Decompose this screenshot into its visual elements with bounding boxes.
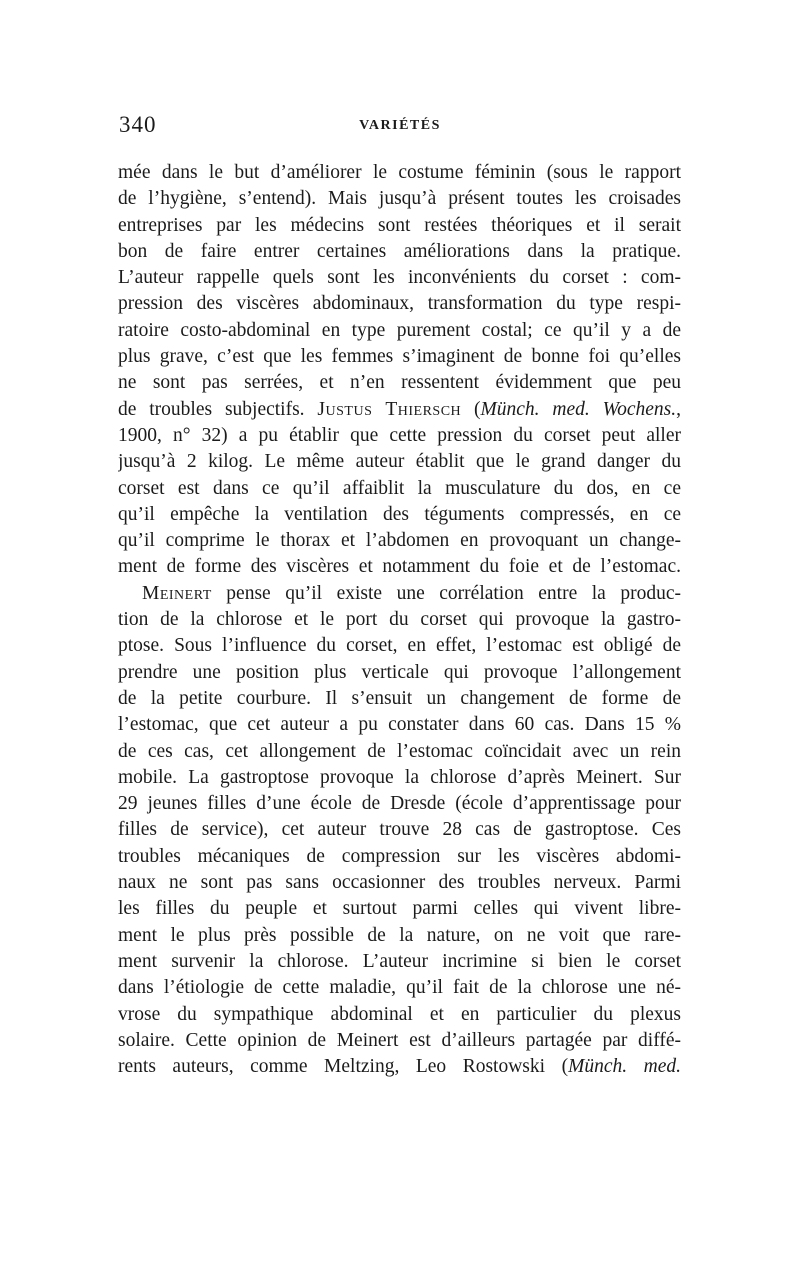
text-segment: ment survenir la chlorose. L’auteur incrimine si bien le corset xyxy=(118,950,681,972)
text-segment: tion de la chlorose et le port du corset qui provoque la gastro- xyxy=(118,609,681,631)
author-name: Meinert xyxy=(142,582,212,604)
text-line xyxy=(118,817,681,843)
text-line xyxy=(118,975,681,1001)
text-segment: entreprises par les médecins sont restées théoriques et il serait xyxy=(118,214,681,236)
text-segment: dans l’étiologie de cette maladie, qu’il fait de la chlorose une né- xyxy=(118,977,681,999)
text-line xyxy=(118,896,681,922)
text-line xyxy=(118,686,681,712)
text-line xyxy=(118,502,681,528)
text-line xyxy=(118,660,681,686)
text-segment: ( xyxy=(461,398,481,420)
text-segment: ne sont pas serrées, et n’en ressentent évidemment que peu xyxy=(118,372,681,394)
text-line xyxy=(118,870,681,896)
page-header xyxy=(119,112,681,142)
text-segment: ment le plus près possible de la nature, on ne voit que rare- xyxy=(118,924,681,946)
text-line xyxy=(118,1002,681,1028)
page-number: 340 xyxy=(119,112,157,137)
text-segment: filles de service), cet auteur trouve 28 cas de gastroptose. Ces xyxy=(118,819,681,841)
text-segment: pression des viscères abdominaux, transformation du type respi- xyxy=(118,293,681,315)
text-line xyxy=(118,265,681,291)
text-line xyxy=(118,344,681,370)
text-line xyxy=(118,213,681,239)
author-name: Justus Thiersch xyxy=(317,398,462,420)
text-line xyxy=(118,370,681,396)
text-segment: ptose. Sous l’influence du corset, en effet, l’estomac est obligé de xyxy=(118,635,681,657)
text-segment: mobile. La gastroptose provoque la chlorose d’après Meinert. Sur xyxy=(118,766,681,788)
text-line xyxy=(118,291,681,317)
text-line xyxy=(118,318,681,344)
text-line xyxy=(118,554,681,580)
text-line xyxy=(118,633,681,659)
text-segment: 1900, n° 32) a pu établir que cette pression du corset peut aller xyxy=(118,424,681,446)
text-segment: ratoire costo-abdominal en type purement costal; ce qu’il y a de xyxy=(118,319,681,341)
text-line xyxy=(118,449,681,475)
text-line xyxy=(118,949,681,975)
text-segment: jusqu’à 2 kilog. Le même auteur établit que le grand danger du xyxy=(118,451,681,473)
text-line xyxy=(118,739,681,765)
text-segment: qu’il empêche la ventilation des téguments compressés, en ce xyxy=(118,503,681,525)
text-line xyxy=(118,397,681,423)
text-segment: plus grave, c’est que les femmes s’imaginent de bonne foi qu’elles xyxy=(118,346,681,368)
text-line xyxy=(118,160,681,186)
text-line xyxy=(118,844,681,870)
text-segment: l’estomac, que cet auteur a pu constater dans 60 cas. Dans 15 % xyxy=(118,714,681,736)
body-text xyxy=(118,160,681,1080)
text-segment: ment de forme des viscères et notamment du foie et de l’estomac. xyxy=(118,556,681,578)
text-line xyxy=(118,186,681,212)
journal-citation: Münch. med. Wochens. xyxy=(480,398,677,420)
running-title: VARIÉTÉS xyxy=(359,118,441,133)
text-segment: les filles du peuple et surtout parmi celles qui vivent libre- xyxy=(118,898,681,920)
text-segment: de troubles subjectifs. xyxy=(118,398,318,420)
text-line xyxy=(118,712,681,738)
text-line xyxy=(118,476,681,502)
text-line xyxy=(118,1054,681,1080)
text-segment: mée dans le but d’améliorer le costume féminin (sous le rapport xyxy=(118,162,681,183)
text-line xyxy=(118,923,681,949)
text-segment: pense qu’il existe une corrélation entre la produc- xyxy=(211,582,681,604)
text-line xyxy=(118,239,681,265)
text-line xyxy=(118,581,681,607)
text-segment: de ces cas, cet allongement de l’estomac coïncidait avec un rein xyxy=(118,740,681,762)
text-segment: qu’il comprime le thorax et l’abdomen en provoquant un change- xyxy=(118,530,681,552)
text-segment: rents auteurs, comme Meltzing, Leo Rostowski ( xyxy=(118,1056,569,1078)
text-segment: corset est dans ce qu’il affaiblit la musculature du dos, en ce xyxy=(118,477,681,499)
text-line xyxy=(118,791,681,817)
text-segment: prendre une position plus verticale qui provoque l’allongement xyxy=(118,661,681,683)
text-segment: solaire. Cette opinion de Meinert est d’ailleurs partagée par diffé- xyxy=(118,1029,681,1051)
text-line xyxy=(118,765,681,791)
text-segment: troubles mécaniques de compression sur les viscères abdomi- xyxy=(118,845,681,867)
text-segment: naux ne sont pas sans occasionner des troubles nerveux. Parmi xyxy=(118,872,681,894)
text-line xyxy=(118,423,681,449)
text-segment: de l’hygiène, s’entend). Mais jusqu’à présent toutes les croisades xyxy=(118,188,681,210)
journal-citation: Münch. med. xyxy=(568,1056,681,1078)
text-segment: bon de faire entrer certaines améliorations dans la pratique. xyxy=(118,240,681,262)
text-line xyxy=(118,1028,681,1054)
text-segment: 29 jeunes filles d’une école de Dresde (école d’apprentissage pour xyxy=(118,793,681,815)
text-segment: L’auteur rappelle quels sont les inconvénients du corset : com- xyxy=(118,267,681,289)
text-segment: vrose du sympathique abdominal et en particulier du plexus xyxy=(118,1003,681,1025)
text-segment: , xyxy=(676,398,681,420)
text-line xyxy=(118,528,681,554)
text-line xyxy=(118,607,681,633)
text-segment: de la petite courbure. Il s’ensuit un changement de forme de xyxy=(118,687,681,709)
